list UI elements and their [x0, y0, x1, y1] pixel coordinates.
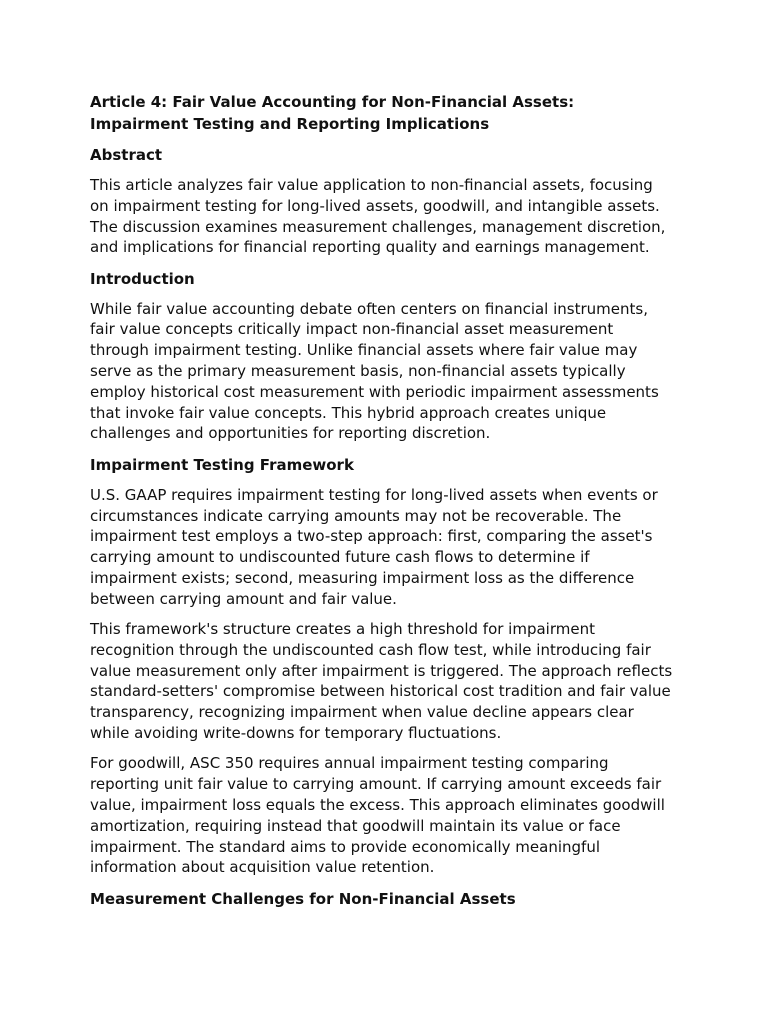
article-title-line: Article 4: Fair Value Accounting for Non-Financial Assets: — [90, 93, 575, 111]
paragraph-line: and implications for financial reporting quality and earnings management. — [90, 238, 650, 257]
section-heading: Impairment Testing Framework — [90, 455, 354, 474]
paragraph-line: that invoke fair value concepts. This hybrid approach creates unique — [90, 403, 607, 422]
paragraph-line: The discussion examines measurement challenges, management discretion, — [90, 217, 666, 236]
paragraph-line: This framework's structure creates a high threshold for impairment — [90, 620, 595, 639]
section-heading: Measurement Challenges for Non-Financial Assets — [90, 889, 516, 908]
paragraph-line: while avoiding write-downs for temporary fluctuations. — [90, 724, 502, 743]
paragraph-line: amortization, requiring instead that goodwill maintain its value or face — [90, 816, 621, 835]
paragraph-line: value, impairment loss equals the excess. This approach eliminates goodwill — [90, 795, 665, 814]
paragraph-line: transparency, recognizing impairment when value decline appears clear — [90, 703, 634, 722]
paragraph-line: While fair value accounting debate often centers on financial instruments, — [90, 299, 648, 318]
article-body — [90, 144, 678, 910]
paragraph-line: recognition through the undiscounted cash flow test, while introducing fair — [90, 640, 651, 659]
body-paragraph — [90, 299, 678, 445]
paragraph-line: circumstances indicate carrying amounts may not be recoverable. The — [90, 506, 622, 525]
article-title-line: Impairment Testing and Reporting Implications — [90, 115, 490, 133]
paragraph-line: on impairment testing for long-lived assets, goodwill, and intangible assets. — [90, 196, 660, 215]
article-title — [90, 91, 678, 135]
article-section — [90, 268, 678, 445]
article-section — [90, 888, 678, 910]
paragraph-line: between carrying amount and fair value. — [90, 589, 397, 608]
paragraph-line: U.S. GAAP requires impairment testing for long-lived assets when events or — [90, 485, 658, 504]
paragraph-line: impairment. The standard aims to provide economically meaningful — [90, 837, 600, 856]
article-section — [90, 454, 678, 878]
body-paragraph — [90, 753, 678, 878]
paragraph-line: serve as the primary measurement basis, non-financial assets typically — [90, 362, 626, 381]
paragraph-line: reporting unit fair value to carrying amount. If carrying amount exceeds fair — [90, 775, 662, 794]
paragraph-line: impairment exists; second, measuring impairment loss as the difference — [90, 568, 635, 587]
paragraph-line: For goodwill, ASC 350 requires annual impairment testing comparing — [90, 754, 609, 773]
paragraph-line: challenges and opportunities for reporting discretion. — [90, 424, 491, 443]
paragraph-line: value measurement only after impairment is triggered. The approach reflects — [90, 661, 673, 680]
paragraph-line: through impairment testing. Unlike financial assets where fair value may — [90, 341, 638, 360]
body-paragraph — [90, 175, 678, 258]
paragraph-line: information about acquisition value retention. — [90, 858, 435, 877]
body-paragraph — [90, 619, 678, 744]
paragraph-line: carrying amount to undiscounted future cash flows to determine if — [90, 548, 590, 567]
section-heading: Abstract — [90, 146, 163, 164]
paragraph-line: standard-setters' compromise between historical cost tradition and fair value — [90, 682, 671, 701]
article-section — [90, 144, 678, 258]
paragraph-line: employ historical cost measurement with periodic impairment assessments — [90, 382, 659, 401]
section-heading: Introduction — [90, 269, 195, 288]
body-paragraph — [90, 485, 678, 610]
paragraph-line: impairment test employs a two-step approach: first, comparing the asset's — [90, 527, 653, 546]
paragraph-line: fair value concepts critically impact non-financial asset measurement — [90, 320, 614, 339]
paragraph-line: This article analyzes fair value application to non-financial assets, focusing — [90, 176, 653, 194]
